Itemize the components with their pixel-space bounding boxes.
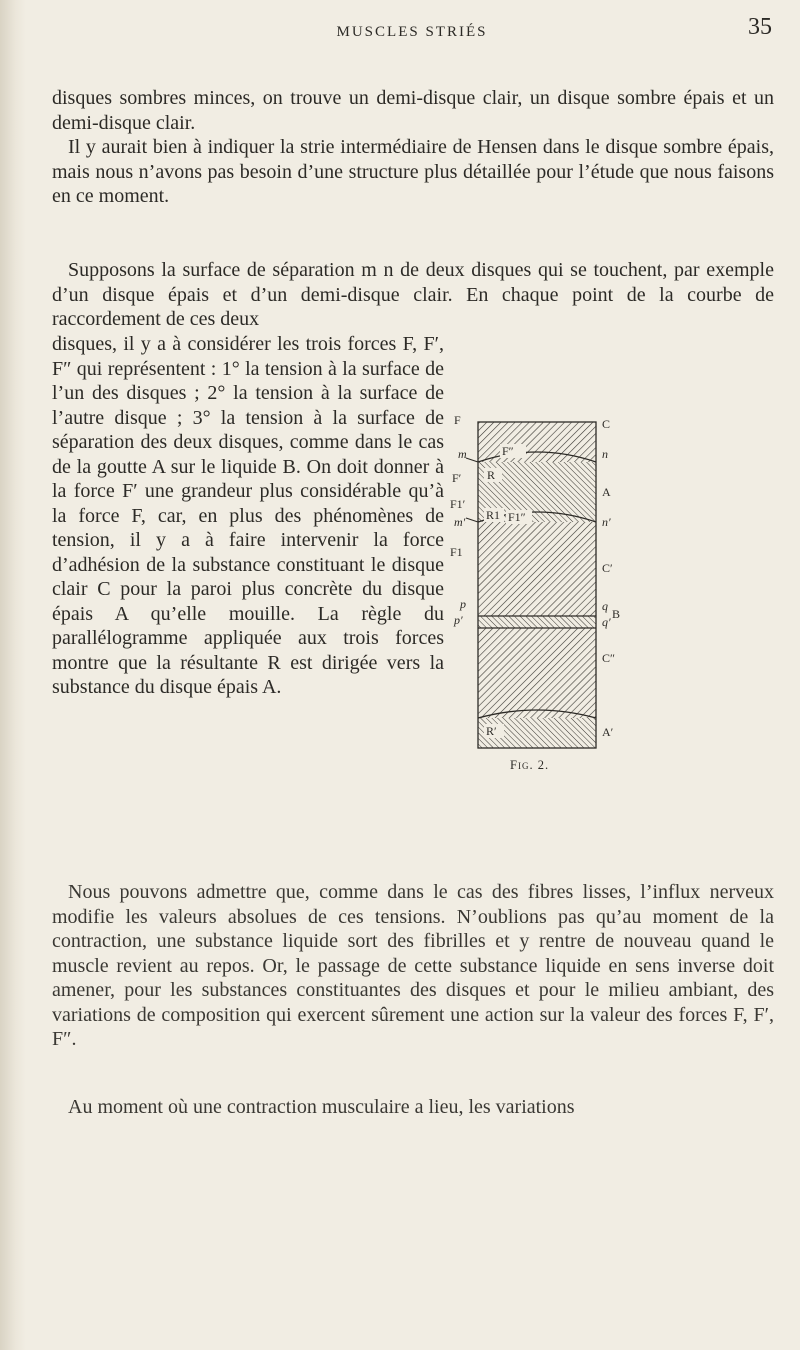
label-m: m [458,447,467,461]
label-n-prime: n′ [602,515,611,529]
label-C-prime: C′ [602,561,613,575]
paragraph-5: Au moment où une contraction musculaire a lieu, les variations [68,1096,575,1118]
label-A: A [602,485,611,499]
label-m-prime: m′ [454,515,466,529]
running-head: MUSCLES STRIÉS [336,24,488,40]
label-R: R [487,468,496,482]
label-C: C [602,417,611,431]
paragraph-1: disques sombres minces, on trouve un demi-disque clair, un disque sombre épais et un demi-disque clair. [52,87,774,134]
label-n: n [602,447,608,461]
page-number: 35 [748,14,772,40]
label-R-prime: R′ [486,724,497,738]
paragraph-4: Nous pouvons admettre que, comme dans le cas des fibres lisses, l’influx nerveux modifie les valeurs absolues de ces tensions. N’oublions pas qu’au moment de la contraction, une substance liquide sort des fibrilles et y rentre de nouveau quand le muscle revient au repos. Or, le passage de cette substance liquide en sens inverse doit amener, pour les substances constituantes des disques et pour le milieu ambiant, des variations de composition qui exercent sûrement une action sur la valeur des forces F, F′, F″. [52,881,774,1050]
label-C-double-prime: C″ [602,651,616,665]
label-B: B [612,607,620,621]
label-F1: F1 [450,545,463,559]
page-header [52,14,772,54]
paragraph-3-continued: disques, il y a à considérer les trois forces F, F′, F″ qui représentent : 1° la tension à la surface de l’un des disques ; 2° la tension à la surface de l’autre disque ; 3° la tension à la surface de séparation des deux disques, comme dans le cas de la goutte A sur le liquide B. On doit donner à la force F′ une grandeur plus considérable qu’à la force F, car, en plus des phénomènes de tension, il y a à faire intervenir la force d’adhésion de la substance constituant le disque clair C pour la paroi plus concrète du disque épais A qu’elle mouille. La règle du parallélogramme appliquée aux trois forces montre que la résultante R est dirigée vers la substance du disque épais A. [52,333,444,698]
label-A-prime: A′ [602,725,614,739]
book-spine-shadow [0,0,26,1350]
label-q-prime: q′ [602,615,611,629]
label-F1-double-prime: F1″ [508,510,526,524]
figure-caption: Fig. 2. [510,758,550,772]
label-q: q [602,599,608,613]
figure-diagram [440,412,620,757]
paragraph-2: Il y aurait bien à indiquer la strie intermédiaire de Hensen dans le disque sombre épais, mais nous n’avons pas besoin d’une structure plus détaillée pour l’étude que nous faisons en ce moment. [52,136,774,207]
label-F-double-prime: F″ [502,444,514,458]
label-F: F [454,413,461,427]
label-p-prime: p′ [454,613,463,627]
label-F1-prime: F1′ [450,497,466,511]
paragraph-3: Supposons la surface de séparation m n de deux disques qui se touchent, par exemple d’un disque épais et d’un demi-disque clair. En chaque point de la courbe de raccordement de ces deux [52,259,774,330]
label-p: p [460,597,466,611]
figure-muscle-disks [440,412,620,780]
label-R1: R1 [486,508,501,522]
label-F-prime: F′ [452,471,462,485]
